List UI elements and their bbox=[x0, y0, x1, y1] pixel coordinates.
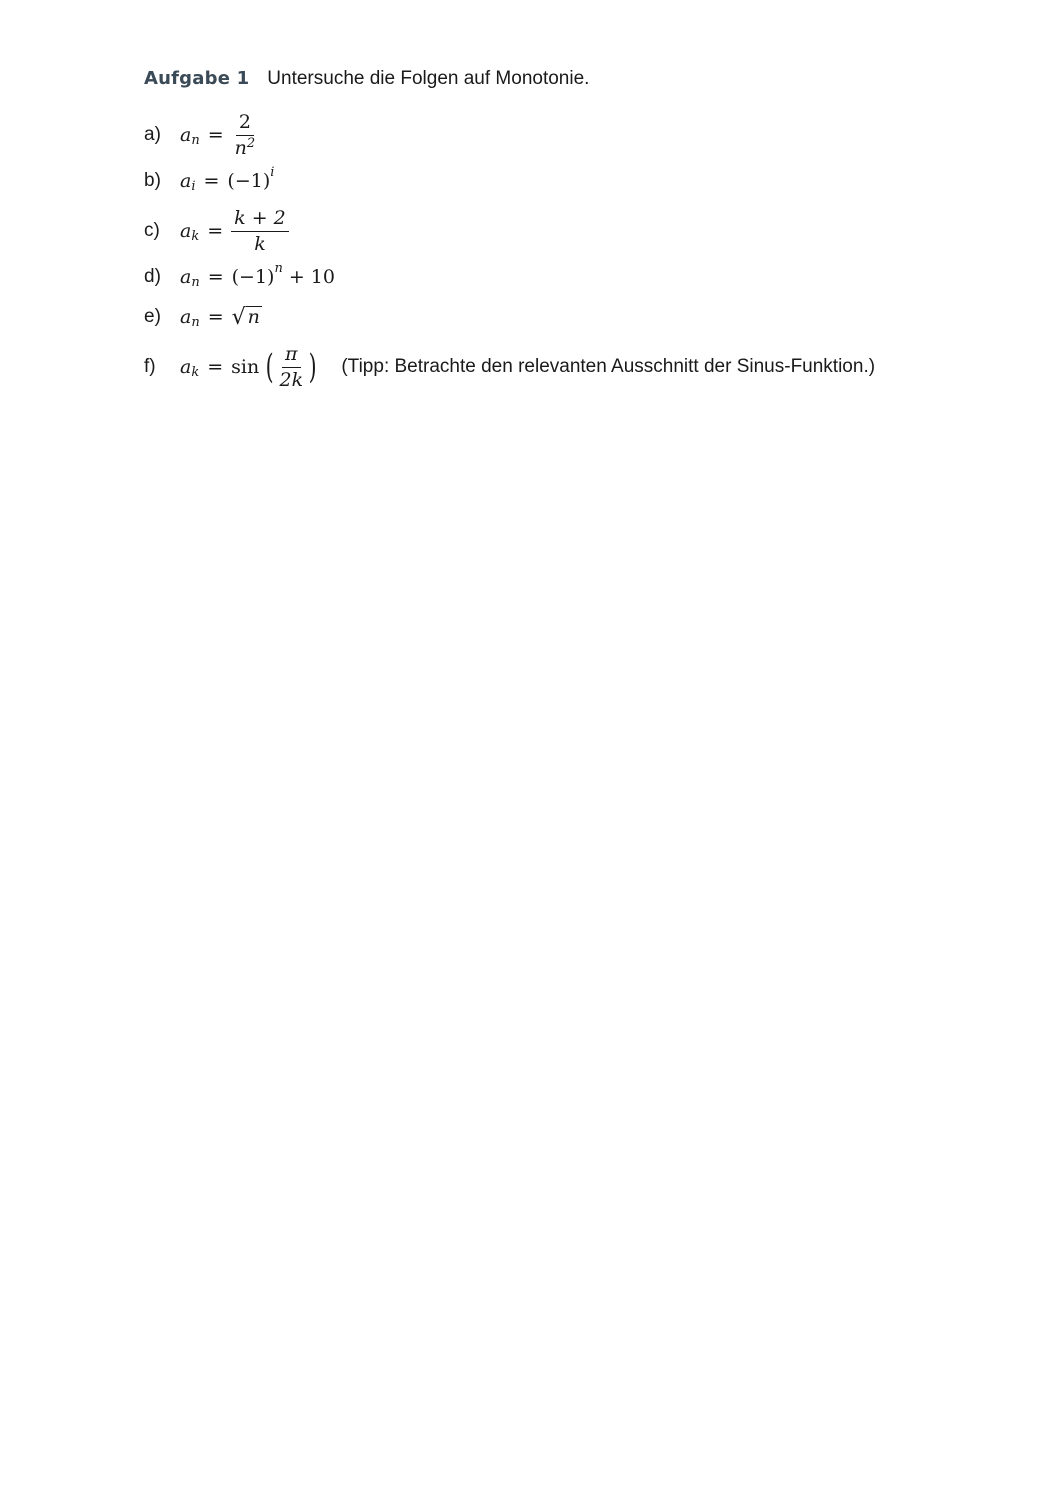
formula-f bbox=[180, 344, 319, 391]
equals-sign: = bbox=[207, 124, 224, 147]
fraction bbox=[231, 208, 289, 255]
denominator-exponent: 2 bbox=[246, 135, 256, 151]
task-instruction: Untersuche die Folgen auf Monotonie. bbox=[267, 68, 590, 89]
formula-subscript: i bbox=[191, 178, 196, 194]
radical-sign-icon: √ bbox=[231, 304, 246, 330]
denominator-base: n bbox=[234, 136, 247, 159]
item-c bbox=[144, 208, 289, 255]
hint-text: (Tipp: Betrachte den relevanten Ausschnitt der Sinus-Funktion.) bbox=[341, 356, 876, 378]
fraction-numerator: π bbox=[282, 344, 301, 368]
formula-lhs: a bbox=[180, 170, 192, 192]
power-base: (−1) bbox=[231, 266, 275, 288]
item-label: b) bbox=[144, 170, 161, 191]
formula-c bbox=[180, 208, 289, 255]
task-label: Aufgabe 1 bbox=[144, 68, 250, 89]
fraction-denominator bbox=[232, 136, 259, 159]
formula-lhs: a bbox=[180, 124, 192, 147]
item-f bbox=[144, 344, 875, 391]
item-b bbox=[144, 164, 275, 194]
formula-lhs: a bbox=[180, 306, 192, 329]
power-base: (−1) bbox=[227, 170, 271, 192]
item-label: d) bbox=[144, 266, 161, 287]
fraction-numerator: k + 2 bbox=[231, 208, 289, 232]
formula-subscript: n bbox=[191, 132, 200, 148]
task-heading bbox=[144, 68, 589, 96]
fraction-numerator: 2 bbox=[236, 112, 254, 136]
formula-subscript: n bbox=[191, 274, 200, 290]
formula-lhs: a bbox=[180, 220, 192, 243]
item-d bbox=[144, 260, 335, 290]
formula-d bbox=[180, 260, 335, 290]
formula-b bbox=[180, 164, 275, 194]
function-name: sin bbox=[231, 356, 260, 379]
formula-subscript: n bbox=[191, 314, 200, 330]
power-exponent: i bbox=[270, 164, 275, 180]
radicand: n bbox=[247, 306, 260, 328]
item-e bbox=[144, 306, 262, 329]
fraction-denominator: 2k bbox=[279, 368, 304, 391]
formula-subscript: k bbox=[191, 228, 200, 244]
fraction bbox=[276, 344, 306, 391]
item-a bbox=[144, 112, 258, 159]
formula-lhs: a bbox=[180, 266, 192, 288]
formula-subscript: k bbox=[191, 364, 200, 380]
item-label: c) bbox=[144, 220, 160, 242]
equals-sign: = bbox=[207, 306, 224, 329]
square-root bbox=[232, 306, 262, 329]
item-label: f) bbox=[144, 356, 156, 378]
equals-sign: = bbox=[207, 220, 224, 243]
formula-tail: + 10 bbox=[288, 266, 335, 288]
right-paren-icon: ) bbox=[308, 347, 317, 388]
formula-e bbox=[180, 306, 262, 329]
equals-sign: = bbox=[207, 356, 224, 379]
fraction bbox=[232, 112, 259, 159]
equals-sign: = bbox=[203, 170, 220, 192]
item-label: e) bbox=[144, 306, 161, 328]
fraction-denominator: k bbox=[254, 232, 266, 255]
power-exponent: n bbox=[274, 260, 283, 276]
formula-lhs: a bbox=[180, 356, 192, 379]
left-paren-icon: ( bbox=[265, 347, 274, 388]
formula-a bbox=[180, 112, 258, 159]
item-label: a) bbox=[144, 124, 161, 146]
equals-sign: = bbox=[207, 266, 224, 288]
